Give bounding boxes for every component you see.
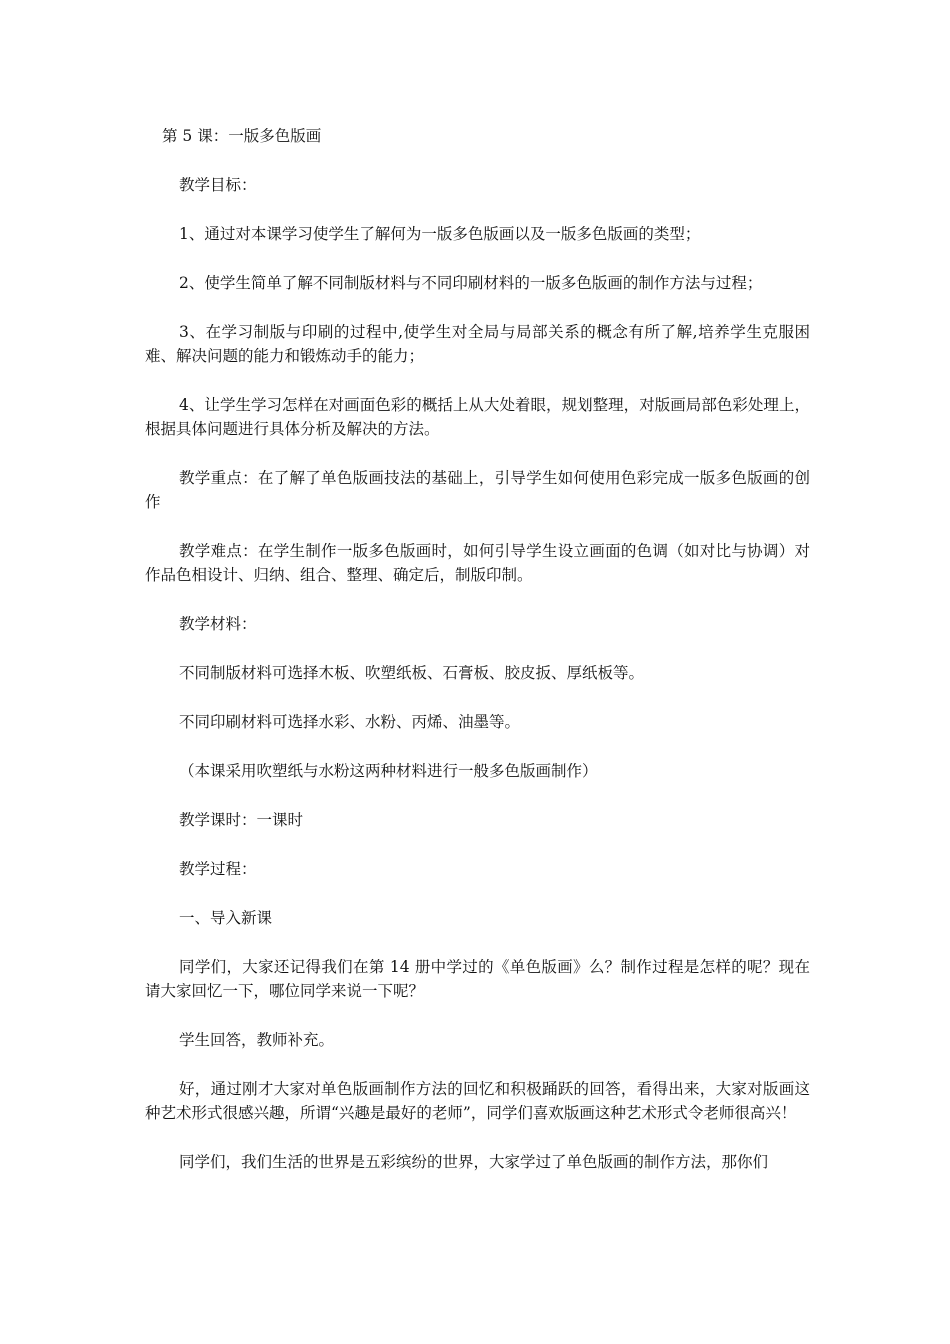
section-intro-heading: 一、导入新课 (179, 909, 273, 927)
heading-teaching-process: 教学过程： (179, 860, 257, 878)
lesson-title: 第 5 课：一版多色版画 (162, 127, 322, 145)
intro-paragraph-3: 好，通过刚才大家对单色版画制作方法的回忆和积极踊跃的回答，看得出来，大家对版画这种艺术形式很感兴趣，所谓“兴趣是最好的老师”，同学们喜欢版画这种艺术形式令老师很高兴！ (145, 1080, 810, 1122)
materials-note: （本课采用吹塑纸与水粉这两种材料进行一般多色版画制作） (179, 762, 598, 780)
teaching-hours: 教学课时：一课时 (179, 811, 304, 829)
intro-paragraph-2: 学生回答，教师补充。 (179, 1031, 335, 1049)
heading-teaching-goals: 教学目标： (179, 176, 257, 194)
goal-item-2: 2、使学生简单了解不同制版材料与不同印刷材料的一版多色版画的制作方法与过程； (179, 274, 763, 292)
goal-item-1: 1、通过对本课学习使学生了解何为一版多色版画以及一版多色版画的类型； (179, 225, 701, 243)
goal-item-3: 3、在学习制版与印刷的过程中,使学生对全局与局部关系的概念有所了解,培养学生克服困难、解决问题的能力和锻炼动手的能力； (145, 323, 810, 365)
intro-paragraph-1: 同学们，大家还记得我们在第 14 册中学过的《单色版画》么？制作过程是怎样的呢？现在请大家回忆一下，哪位同学来说一下呢？ (145, 958, 810, 1000)
materials-print: 不同印刷材料可选择水彩、水粉、丙烯、油墨等。 (179, 713, 521, 731)
heading-teaching-materials: 教学材料： (179, 615, 257, 633)
materials-plate: 不同制版材料可选择木板、吹塑纸板、石膏板、胶皮扳、厚纸板等。 (179, 664, 645, 682)
goal-item-4: 4、让学生学习怎样在对画面色彩的概括上从大处着眼，规划整理，对版画局部色彩处理上，根据具体问题进行具体分析及解决的方法。 (145, 396, 810, 438)
teaching-key-point: 教学重点：在了解了单色版画技法的基础上，引导学生如何使用色彩完成一版多色版画的创作 (145, 469, 810, 511)
intro-paragraph-4: 同学们，我们生活的世界是五彩缤纷的世界，大家学过了单色版画的制作方法，那你们 (179, 1153, 769, 1171)
document-body (145, 124, 810, 1199)
teaching-difficulty: 教学难点：在学生制作一版多色版画时，如何引导学生设立画面的色调（如对比与协调）对作品色相设计、归纳、组合、整理、确定后，制版印制。 (145, 542, 810, 584)
